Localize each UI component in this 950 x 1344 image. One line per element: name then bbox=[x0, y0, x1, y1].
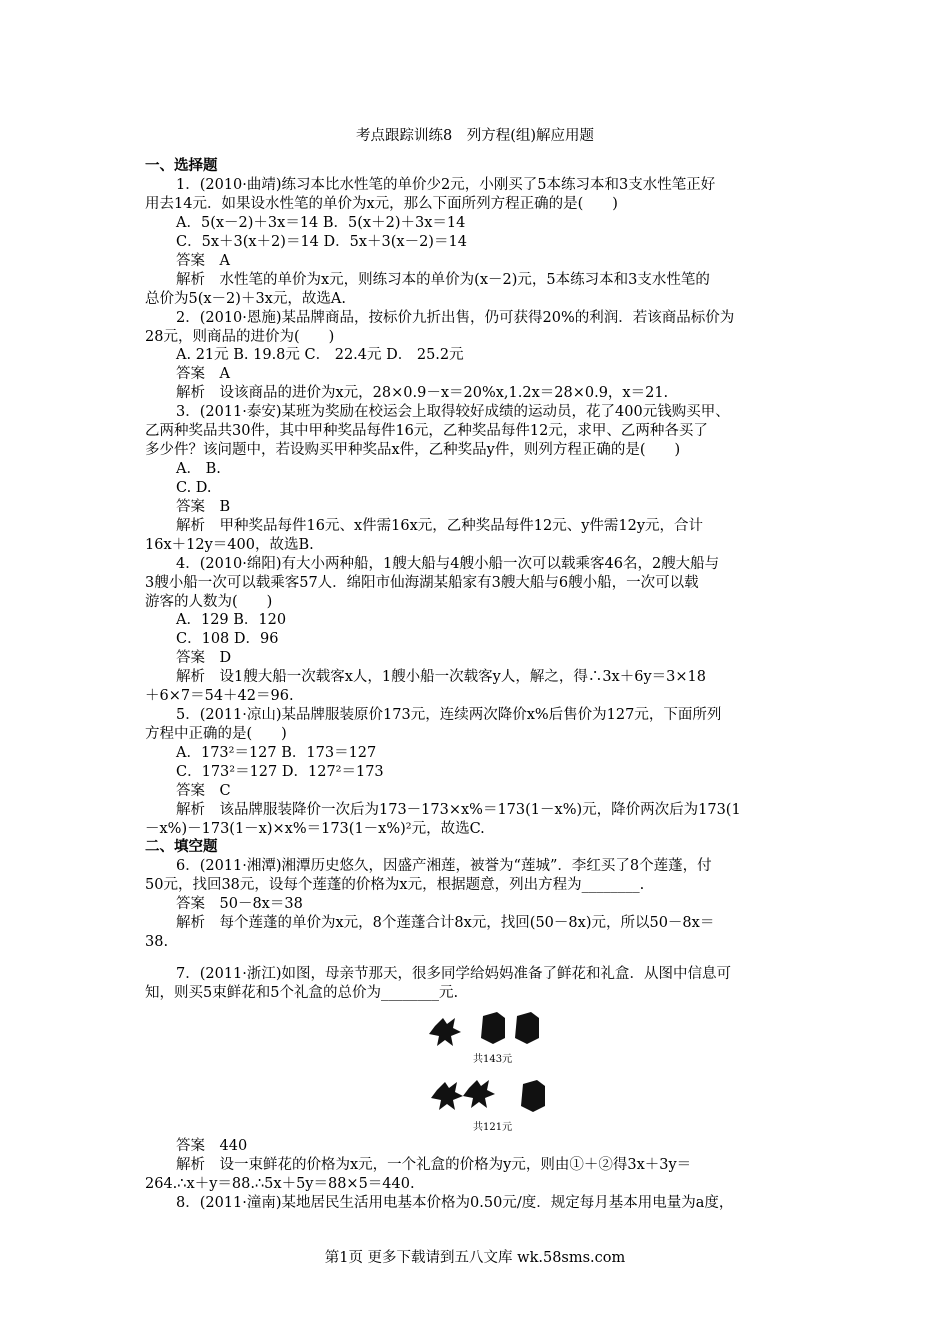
text-line: 答案 50－8x＝38 bbox=[176, 896, 303, 912]
text-line: 答案 C bbox=[176, 783, 231, 799]
flower-icon bbox=[463, 1080, 495, 1108]
text-line: A． B. bbox=[176, 461, 221, 477]
text-line: 4．(2010·绵阳)有大小两种船，1艘大船与4艘小船一次可以载乘客46名，2艘大船与 bbox=[176, 556, 720, 572]
text-line: A．173²＝127 B．173＝127 bbox=[176, 745, 377, 761]
text-line: 3艘小船一次可以载乘客57人．绵阳市仙海湖某船家有3艘大船与6艘小船，一次可以载 bbox=[145, 575, 699, 591]
text-line: 264.∴x＋y＝88.∴5x＋5y＝88×5＝440. bbox=[145, 1176, 415, 1192]
text-line: 多少件？该问题中，若设购买甲种奖品x件，乙种奖品y件，则列方程正确的是( ) bbox=[145, 442, 681, 458]
text-line: 解析 设一束鲜花的价格为x元，一个礼盒的价格为y元，则由①＋②得3x＋3y＝ bbox=[176, 1157, 692, 1173]
text-line: 解析 水性笔的单价为x元，则练习本的单价为(x－2)元，5本练习本和3支水性笔的 bbox=[176, 272, 710, 288]
text-line: 方程中正确的是( ) bbox=[145, 726, 287, 742]
text-line: C. D. bbox=[176, 480, 212, 496]
text-line: C．173²＝127 D．127²＝173 bbox=[176, 764, 384, 780]
text-line: 游客的人数为( ) bbox=[145, 594, 273, 610]
flower-icon bbox=[431, 1082, 463, 1110]
text-line: C．5x＋3(x＋2)＝14 D．5x＋3(x－2)＝14 bbox=[176, 234, 467, 250]
text-line: 乙两种奖品共30件，其中甲种奖品每件16元，乙种奖品每件12元，求甲、乙两种各买了 bbox=[145, 423, 708, 439]
text-line: 38. bbox=[145, 934, 169, 950]
flowers-gift-box-figure bbox=[425, 1010, 565, 1150]
text-line: 7．(2011·浙江)如图，母亲节那天，很多同学给妈妈准备了鲜花和礼盒．从图中信息可 bbox=[176, 966, 732, 982]
flower-icon bbox=[429, 1018, 461, 1046]
section-heading: 一、选择题 bbox=[145, 157, 218, 174]
text-line: 解析 该品牌服装降价一次后为173－173×x%＝173(1－x%)元，降价两次后为173(1 bbox=[176, 802, 741, 818]
figure-caption-1: 共143元 bbox=[473, 1054, 513, 1065]
text-line: 2．(2010·恩施)某品牌商品，按标价九折出售，仍可获得20%的利润．若该商品标价为 bbox=[176, 310, 735, 326]
text-line: 解析 甲种奖品每件16元、x件需16x元，乙种奖品每件12元、y件需12y元，合计 bbox=[176, 518, 704, 534]
text-line: A．5(x－2)＋3x＝14 B．5(x＋2)＋3x＝14 bbox=[176, 215, 466, 231]
section-heading: 二、填空题 bbox=[145, 838, 218, 855]
text-line: 答案 440 bbox=[176, 1138, 248, 1154]
text-line: 解析 设该商品的进价为x元，28×0.9－x＝20%x,1.2x＝28×0.9，x＝21. bbox=[176, 385, 669, 401]
text-line: 答案 A bbox=[176, 366, 230, 382]
page-footer: 第1页 更多下载请到五八文库 wk.58sms.com bbox=[324, 1250, 626, 1266]
text-line: 解析 每个莲蓬的单价为x元，8个莲蓬合计8x元，找回(50－8x)元，所以50－8x＝ bbox=[176, 915, 715, 931]
text-line: 答案 D bbox=[176, 650, 232, 666]
text-line: 答案 B bbox=[176, 499, 231, 515]
text-line: 28元，则商品的进价为( ) bbox=[145, 329, 335, 345]
gift-box-icon bbox=[515, 1012, 539, 1044]
text-line: 知，则买5束鲜花和5个礼盒的总价为________元. bbox=[145, 985, 459, 1001]
text-line: 用去14元．如果设水性笔的单价为x元，那么下面所列方程正确的是( ) bbox=[145, 196, 618, 212]
text-line: A．129 B．120 bbox=[176, 612, 287, 628]
text-line: 答案 A bbox=[176, 253, 230, 269]
text-line: 总价为5(x－2)＋3x元，故选A. bbox=[145, 291, 346, 307]
text-line: A. 21元 B. 19.8元 C． 22.4元 D． 25.2元 bbox=[176, 347, 464, 363]
text-line: 3．(2011·泰安)某班为奖励在校运会上取得较好成绩的运动员，花了400元钱购买甲、 bbox=[176, 404, 730, 420]
gift-box-icon bbox=[521, 1080, 545, 1112]
text-line: 1．(2010·曲靖)练习本比水性笔的单价少2元，小刚买了5本练习本和3支水性笔正好 bbox=[176, 177, 716, 193]
text-line: 5．(2011·凉山)某品牌服装原价173元，连续两次降价x%后售价为127元，下面所列 bbox=[176, 707, 722, 723]
text-line: 解析 设1艘大船一次载客x人，1艘小船一次载客y人，解之，得∴3x＋6y＝3×18 bbox=[176, 669, 706, 685]
text-line: 16x＋12y＝400，故选B. bbox=[145, 537, 314, 553]
text-line: 8．(2011·潼南)某地居民生活用电基本价格为0.50元/度．规定每月基本用电量为a度， bbox=[176, 1195, 734, 1211]
text-line: －x%)－173(1－x)×x%＝173(1－x%)²元，故选C. bbox=[145, 821, 485, 837]
text-line: C．108 D．96 bbox=[176, 631, 279, 647]
figure-caption-2: 共121元 bbox=[473, 1122, 513, 1133]
gift-box-icon bbox=[481, 1012, 505, 1044]
page-title: 考点跟踪训练8 列方程(组)解应用题 bbox=[355, 128, 595, 144]
text-line: ＋6×7＝54＋42＝96. bbox=[145, 688, 294, 704]
text-line: 50元，找回38元，设每个莲蓬的价格为x元，根据题意，列出方程为________. bbox=[145, 877, 645, 893]
text-line: 6．(2011·湘潭)湘潭历史悠久，因盛产湘莲，被誉为“莲城”．李红买了8个莲蓬，付 bbox=[176, 858, 712, 874]
